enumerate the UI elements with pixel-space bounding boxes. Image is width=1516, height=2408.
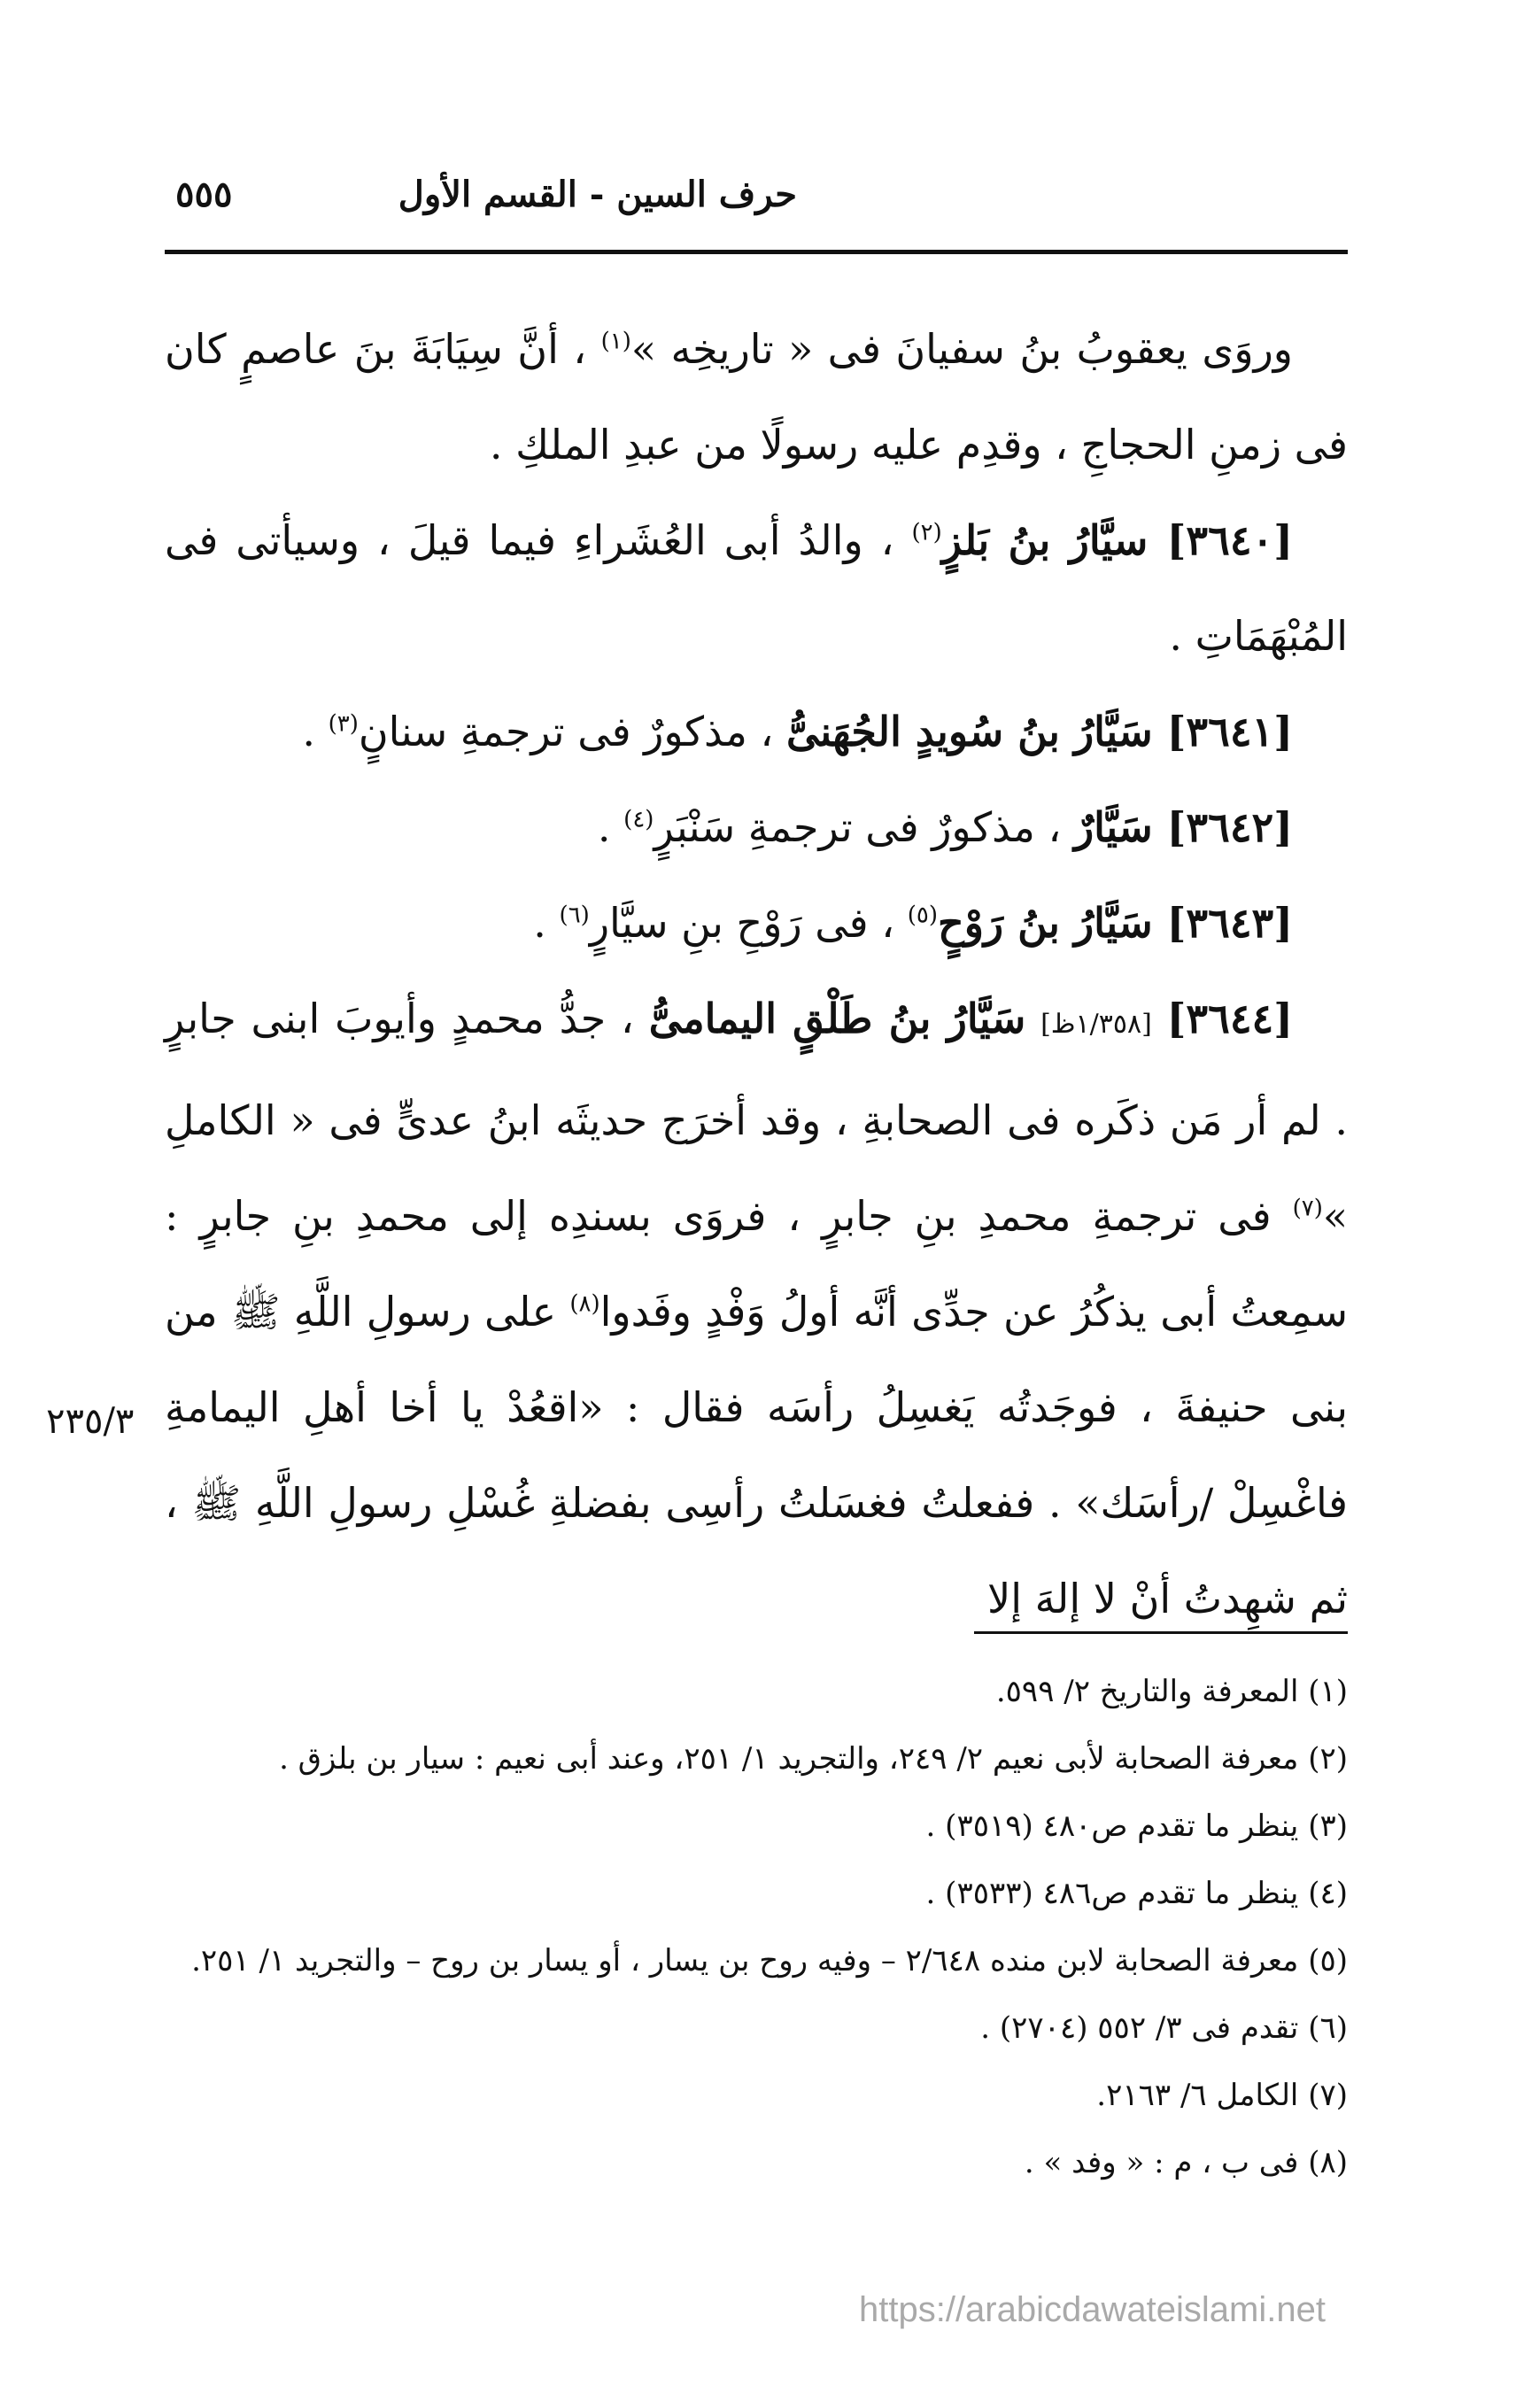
entry-text: فى ترجمةِ محمدِ بنِ جابرٍ ، فروَى بسندِه إلى محمدِ بنِ جابرٍ : سمِعتُ أبى يذكُرُ عن جدِّى أنَّه أولُ وَفْدٍ وفَدوا (165, 1192, 1348, 1336)
entry-end: . (533, 899, 560, 947)
entry-heading: [٣٦٤٤] (1166, 995, 1294, 1042)
entry-name: سَيَّارُ بنُ طَلْقٍ اليمامىُّ (648, 995, 1026, 1042)
footnote-item: (٦) تقدم فى ٣/ ٥٥٢ (٢٧٠٤) . (980, 2010, 1348, 2046)
entry-text: على رسولِ اللَّهِ ﷺ من بنى حنيفةَ ، فوجَدتُه يَغسِلُ رأسَه فقال : «اقعُدْ يا أخا أهلِ اليمامةِ فاغْسِلْ /رأسَك» . ففعلتُ فغسَلتُ رأسِى بفضلةِ غُسْلِ رسولِ اللَّهِ ﷺ ، ثم شهِدتُ أنْ لا إلهَ إلا (165, 1288, 1348, 1622)
entry-heading: [٣٦٤٣] سَيَّارُ بنُ رَوْحٍ (938, 899, 1293, 947)
folio-mark: [١/٣٥٨ظ] (1040, 1009, 1152, 1040)
entry-text: ، مذكورٌ فى ترجمةِ سَنْبَرٍ (654, 803, 1074, 851)
footnote-item: (٤) ينظر ما تقدم ص٤٨٦ (٣٥٣٣) . (925, 1876, 1348, 1911)
footnotes-list (165, 1658, 1348, 2196)
footnote-item: (١) المعرفة والتاريخ ٢/ ٥٩٩. (995, 1674, 1348, 1709)
paragraph-intro (165, 301, 1348, 492)
paragraph-text: وروَى يعقوبُ بنُ سفيانَ فى « تاريخِه » (630, 325, 1293, 373)
footnote-ref[interactable]: (١) (600, 328, 631, 355)
footnote-ref[interactable]: (٢) (911, 519, 942, 546)
header-rule (165, 250, 1348, 254)
entry-3642 (165, 779, 1348, 875)
footnote-item: (٣) ينظر ما تقدم ص٤٨٠ (٣٥١٩) . (925, 1808, 1348, 1844)
footnote-item: (٢) معرفة الصحابة لأبى نعيم ٢/ ٢٤٩، والتجريد ١/ ٢٥١، وعند أبى نعيم : سيار بن بلزق . (279, 1741, 1348, 1777)
entry-3640 (165, 492, 1348, 684)
footnote-item: (٧) الكامل ٦/ ٢١٦٣. (1096, 2078, 1348, 2113)
entry-3641 (165, 684, 1348, 779)
footnote-ref[interactable]: (٤) (623, 806, 654, 833)
footnote-item: (٨) فى ب ، م : « وفد » . (1024, 2145, 1348, 2180)
running-header (159, 174, 1346, 236)
entry-text: ، فى رَوْحِ بنِ سيَّارٍ (589, 899, 908, 947)
entry-text: ، مذكورٌ فى ترجمةِ سنانٍ (358, 708, 786, 755)
entry-heading: [٣٦٤٠] سيَّارُ بنُ بَلزٍ (941, 516, 1294, 564)
page-number: ٥٥٥ (175, 174, 233, 215)
entry-3643 (165, 875, 1348, 971)
entry-end: . (597, 803, 624, 851)
footnote-ref[interactable]: (٨) (569, 1290, 600, 1318)
footnote-item: (٥) معرفة الصحابة لابن منده ٢/٦٤٨ – وفيه روح بن يسار ، أو يسار بن روح – والتجريد ١/ ٢٥١. (191, 1943, 1348, 1978)
footnote-ref[interactable]: (٧) (1292, 1195, 1323, 1222)
entry-end: . (302, 708, 329, 755)
footnote-ref[interactable]: (٣) (328, 710, 359, 738)
entry-heading: [٣٦٤١] سَيَّارُ بنُ سُويدٍ الجُهَنىُّ (785, 708, 1293, 755)
footnote-rule (974, 1631, 1348, 1634)
entry-text: ، جدُّ محمدٍ وأيوبَ ابنى جابرٍ . لم أر مَن ذكَره فى الصحابةِ ، وقد أخرَج حديثَه ابنُ عدىٍّ فى « الكاملِ » (165, 995, 1348, 1240)
footnote-ref[interactable]: (٥) (907, 902, 938, 929)
footnote-ref[interactable]: (٦) (559, 902, 590, 929)
watermark-url: https://arabicdawateislami.net (859, 2290, 1326, 2329)
entry-text: ، والدُ أبى العُشَراءِ فيما قيلَ ، وسيأتى فى المُبْهَمَاتِ . (165, 516, 1348, 660)
body-text (165, 301, 1348, 1646)
header-title: حرف السين - القسم الأول (398, 174, 797, 215)
paragraph-text: ، أنَّ سِيَابَةَ بنَ عاصمٍ كان فى زمنِ الحجاجِ ، وقدِم عليه رسولًا من عبدِ الملكِ . (165, 325, 1348, 468)
entry-heading: [٣٦٤٢] سَيَّارٌ (1073, 803, 1293, 851)
margin-reference: ٢٣٥/٣ (46, 1401, 135, 1442)
entry-3644 (165, 971, 1348, 1646)
